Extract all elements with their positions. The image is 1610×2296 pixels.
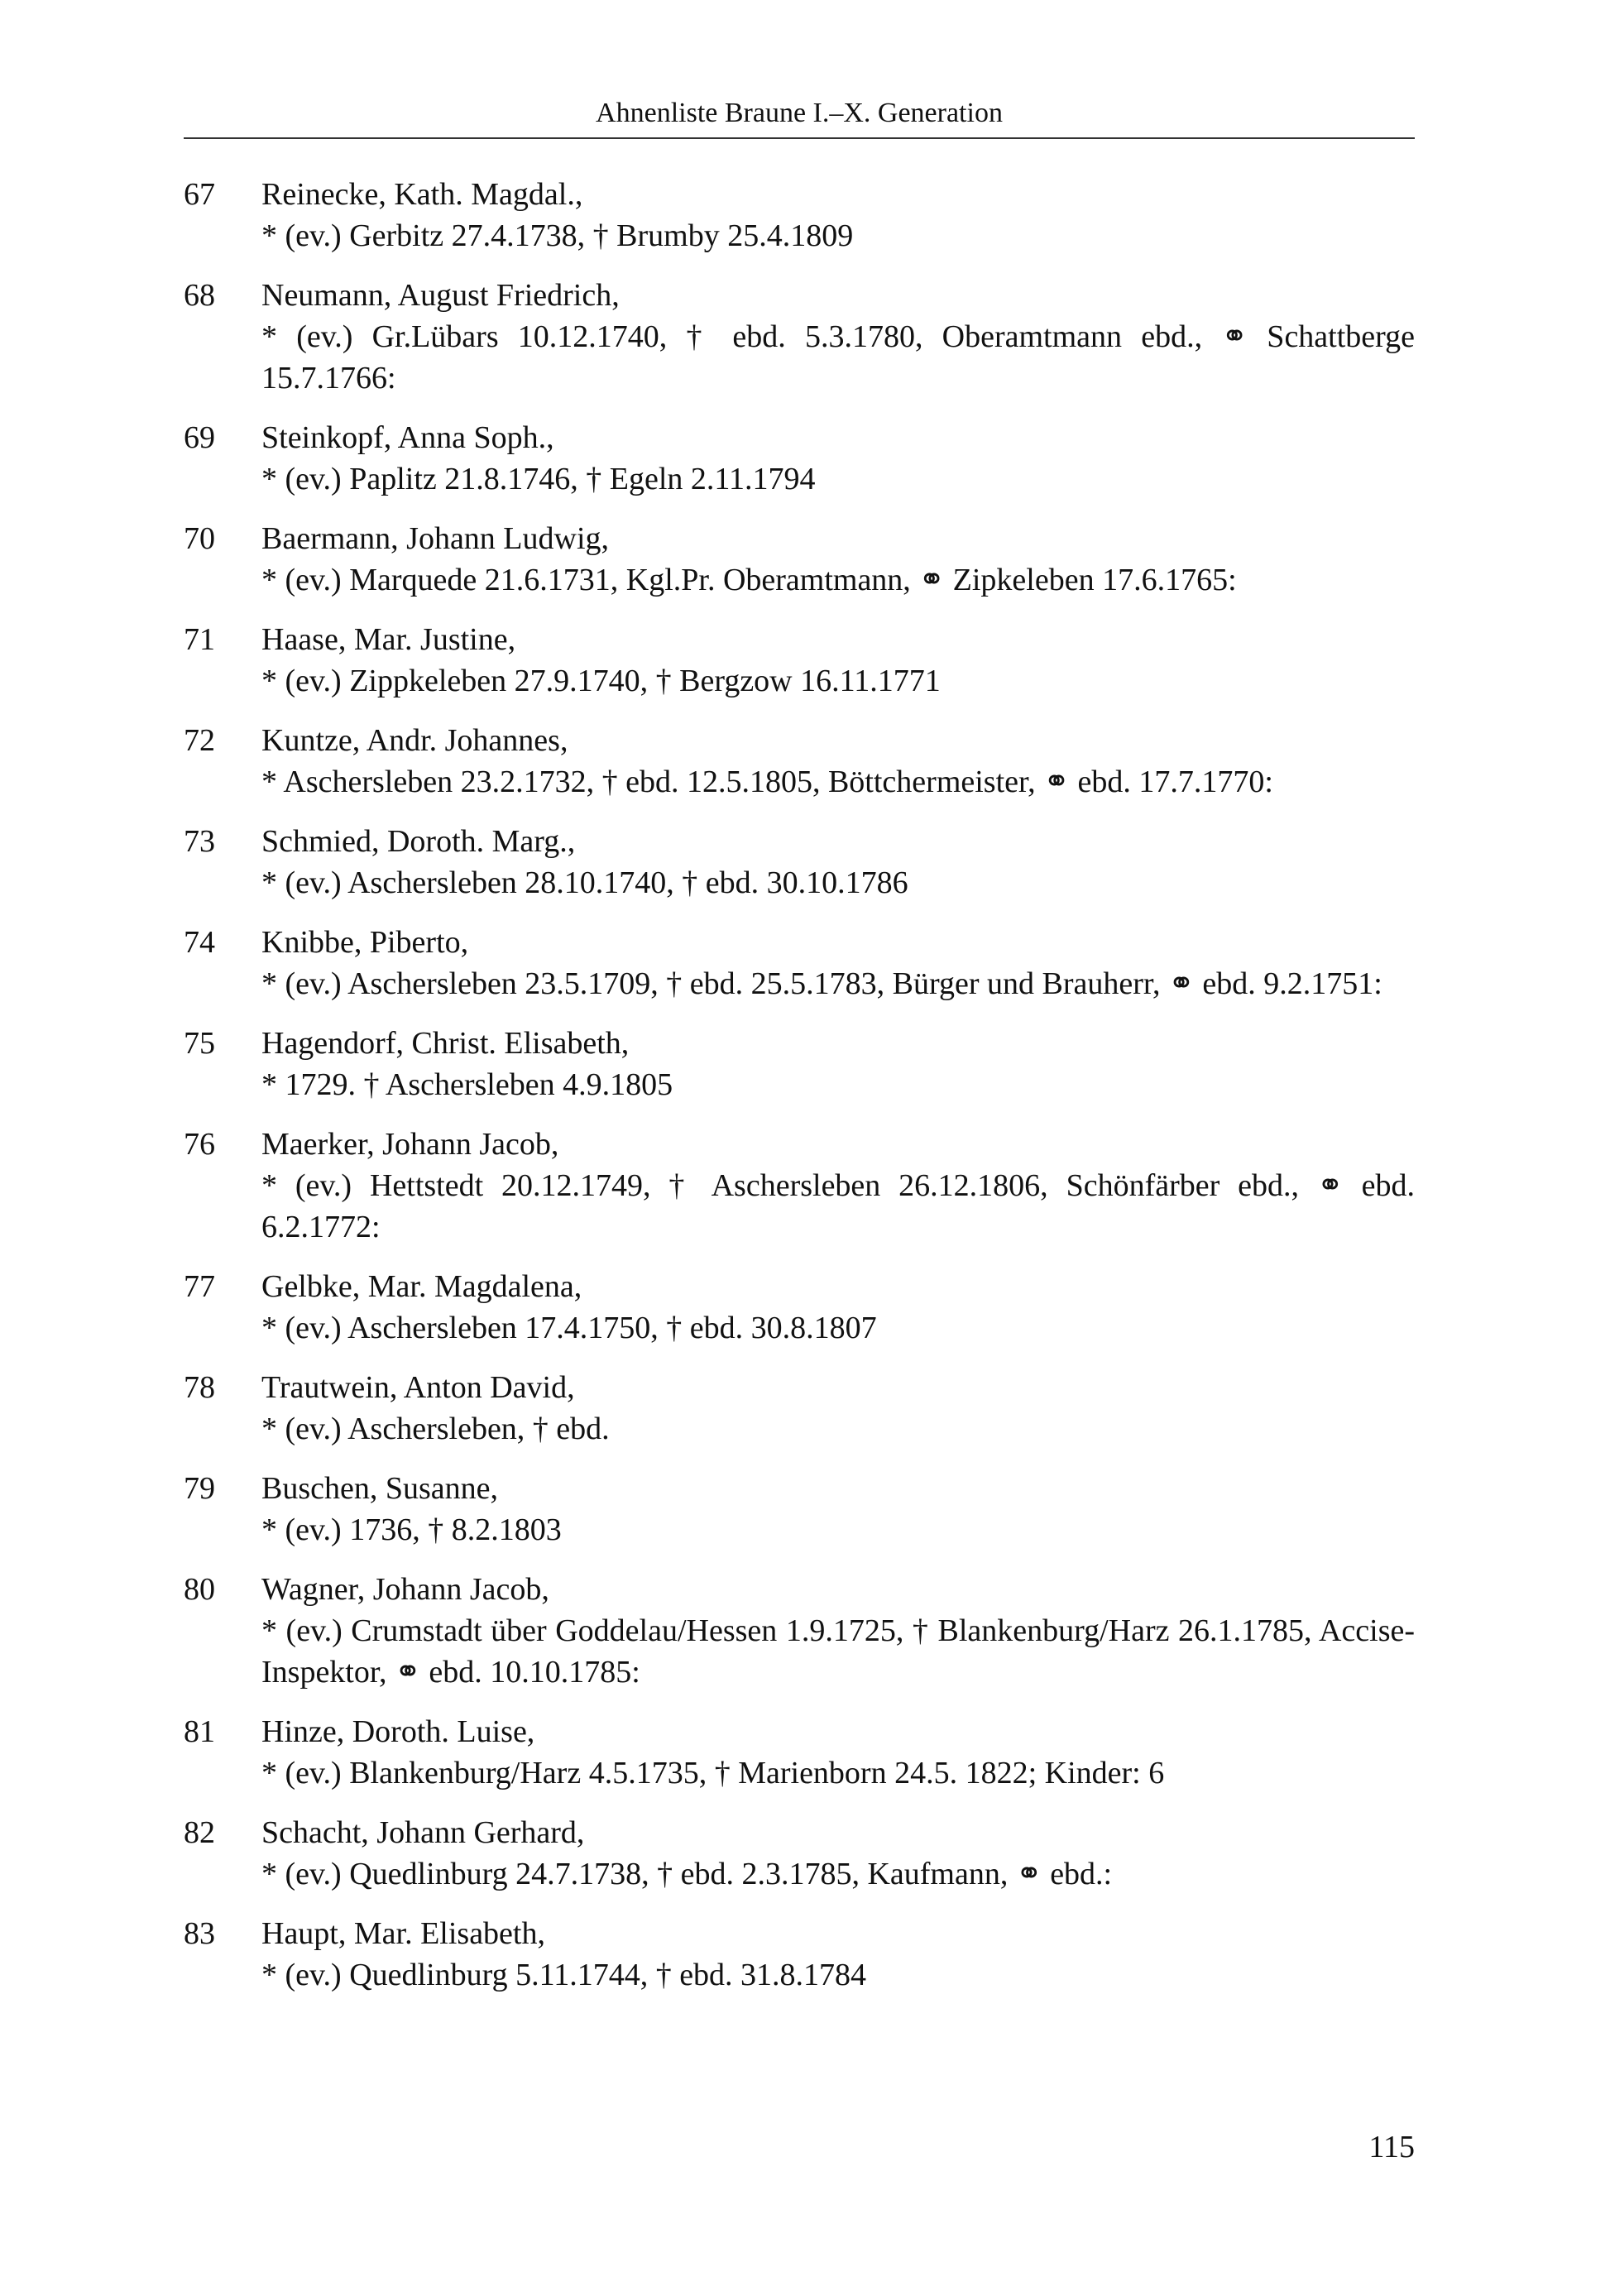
entry-body [261,1367,1415,1450]
entry-body [261,1023,1415,1105]
list-item [184,1913,1415,1996]
entry-name: Buschen, Susanne, [261,1471,499,1506]
entry-name: Hagendorf, Christ. Elisabeth, [261,1026,630,1061]
entry-detail: * (ev.) Blankenburg/Harz 4.5.1735, † Marienborn 24.5. 1822; Kinder: 6 [261,1756,1165,1790]
list-item [184,1266,1415,1349]
entry-name: Neumann, August Friedrich, [261,278,620,313]
entry-number: 81 [184,1714,215,1749]
entry-body [261,720,1415,803]
entry-number: 76 [184,1127,215,1162]
list-item [184,619,1415,702]
entry-number: 80 [184,1572,215,1607]
list-item [184,174,1415,256]
entry-detail: * (ev.) Aschersleben, † ebd. [261,1412,610,1446]
list-item [184,720,1415,803]
entry-body [261,1468,1415,1551]
entry-name: Wagner, Johann Jacob, [261,1572,549,1607]
entry-body [261,275,1415,399]
entry-detail: * (ev.) Crumstadt über Goddelau/Hessen 1.9.1725, † Blankenburg/Harz 26.1.1785, Accise-Inspektor, ⚭ ebd. 10.10.1785: [261,1613,1415,1690]
list-item [184,417,1415,500]
header-title: Ahnenliste Braune I.–X. Generation [596,98,1003,128]
entry-detail: * (ev.) Aschersleben 28.10.1740, † ebd. 30.10.1786 [261,865,908,900]
entry-name: Reinecke, Kath. Magdal., [261,177,583,212]
entry-number: 71 [184,622,215,657]
entry-detail: * (ev.) Paplitz 21.8.1746, † Egeln 2.11.1794 [261,462,816,496]
list-item [184,821,1415,904]
entry-number: 74 [184,925,215,960]
entry-detail: * (ev.) Aschersleben 17.4.1750, † ebd. 30.8.1807 [261,1311,877,1345]
entry-name: Hinze, Doroth. Luise, [261,1714,535,1749]
entry-detail: * (ev.) Quedlinburg 24.7.1738, † ebd. 2.3.1785, Kaufmann, ⚭ ebd.: [261,1857,1113,1891]
entry-number: 83 [184,1916,215,1951]
entry-name: Trautwein, Anton David, [261,1370,575,1405]
entry-detail: * (ev.) Hettstedt 20.12.1749, † Aschersleben 26.12.1806, Schönfärber ebd., ⚭ ebd. 6.2.1772: [261,1168,1415,1244]
entry-name: Schmied, Doroth. Marg., [261,824,576,859]
list-item [184,1812,1415,1895]
entry-name: Haupt, Mar. Elisabeth, [261,1916,545,1951]
list-item [184,275,1415,399]
list-item [184,518,1415,601]
entry-number: 75 [184,1026,215,1061]
entry-number: 68 [184,278,215,313]
entry-number: 79 [184,1471,215,1506]
entry-detail: * (ev.) Zippkeleben 27.9.1740, † Bergzow 16.11.1771 [261,664,941,698]
entry-body [261,1124,1415,1248]
entry-body [261,174,1415,256]
list-item [184,1569,1415,1693]
entry-body [261,1913,1415,1996]
entry-number: 70 [184,521,215,556]
entry-name: Haase, Mar. Justine, [261,622,516,657]
running-header [184,93,1415,139]
entry-body [261,619,1415,702]
entry-body [261,1812,1415,1895]
list-item [184,922,1415,1004]
entry-name: Knibbe, Piberto, [261,925,469,960]
entry-number: 73 [184,824,215,859]
entry-number: 77 [184,1269,215,1304]
entry-detail: * (ev.) Quedlinburg 5.11.1744, † ebd. 31.8.1784 [261,1958,867,1992]
entry-body [261,1569,1415,1693]
entry-number: 72 [184,723,215,758]
entry-name: Gelbke, Mar. Magdalena, [261,1269,582,1304]
entry-body [261,922,1415,1004]
list-item [184,1124,1415,1248]
list-item [184,1023,1415,1105]
entry-detail: * (ev.) Gerbitz 27.4.1738, † Brumby 25.4.1809 [261,218,854,253]
list-item [184,1367,1415,1450]
entry-body [261,417,1415,500]
entry-body [261,1711,1415,1794]
entry-name: Maerker, Johann Jacob, [261,1127,559,1162]
entry-body [261,1266,1415,1349]
entry-number: 78 [184,1370,215,1405]
list-item [184,1468,1415,1551]
entry-detail: * (ev.) Gr.Lübars 10.12.1740, † ebd. 5.3.1780, Oberamtmann ebd., ⚭ Schattberge 15.7.1766: [261,319,1415,395]
page-number: 115 [1368,2130,1415,2164]
entry-number: 82 [184,1815,215,1850]
entry-name: Baermann, Johann Ludwig, [261,521,610,556]
entry-detail: * (ev.) 1736, † 8.2.1803 [261,1512,562,1547]
entry-detail: * 1729. † Aschersleben 4.9.1805 [261,1067,673,1102]
entry-name: Schacht, Johann Gerhard, [261,1815,585,1850]
entry-body [261,821,1415,904]
entry-body [261,518,1415,601]
entry-detail: * (ev.) Aschersleben 23.5.1709, † ebd. 25.5.1783, Bürger und Brauherr, ⚭ ebd. 9.2.1751: [261,966,1382,1001]
entry-name: Steinkopf, Anna Soph., [261,420,554,455]
entry-number: 67 [184,177,215,212]
entry-detail: * Aschersleben 23.2.1732, † ebd. 12.5.1805, Böttchermeister, ⚭ ebd. 17.7.1770: [261,765,1273,799]
ancestor-list [184,174,1415,2014]
entry-detail: * (ev.) Marquede 21.6.1731, Kgl.Pr. Oberamtmann, ⚭ Zipkeleben 17.6.1765: [261,563,1237,597]
entry-number: 69 [184,420,215,455]
entry-name: Kuntze, Andr. Johannes, [261,723,568,758]
list-item [184,1711,1415,1794]
